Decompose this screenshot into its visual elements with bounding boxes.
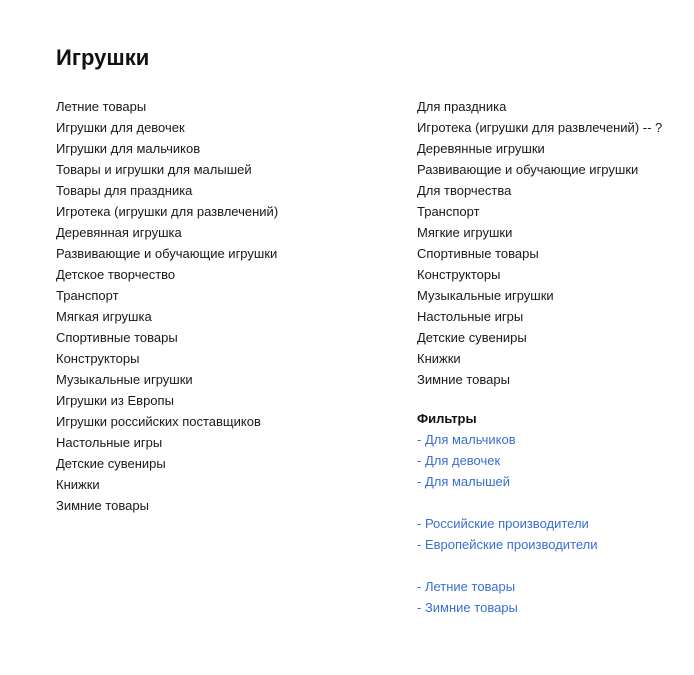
- filter-group-season: [417, 576, 598, 618]
- filter-link-european[interactable]: - Европейские производители: [417, 537, 598, 552]
- left-category-item[interactable]: Спортивные товары: [56, 330, 178, 345]
- left-category-item[interactable]: Детские сувениры: [56, 456, 166, 471]
- filter-link-summer[interactable]: - Летние товары: [417, 579, 516, 594]
- left-category-item[interactable]: Книжки: [56, 477, 100, 492]
- filter-group-manufacturer: [417, 513, 598, 555]
- filter-link-russian[interactable]: - Российские производители: [417, 516, 589, 531]
- left-category-item[interactable]: Игрушки из Европы: [56, 393, 174, 408]
- right-category-item[interactable]: Конструкторы: [417, 267, 501, 282]
- right-category-item[interactable]: Музыкальные игрушки: [417, 288, 554, 303]
- right-category-item[interactable]: Для творчества: [417, 183, 512, 198]
- filter-link-boys[interactable]: - Для мальчиков: [417, 432, 516, 447]
- left-category-item[interactable]: Товары для праздника: [56, 183, 193, 198]
- filters-title: Фильтры: [417, 411, 477, 426]
- left-category-item[interactable]: Транспорт: [56, 288, 119, 303]
- left-category-item[interactable]: Развивающие и обучающие игрушки: [56, 246, 278, 261]
- filter-item: [417, 576, 598, 597]
- filter-item: [417, 450, 598, 471]
- right-category-item[interactable]: Игротека (игрушки для развлечений) -- ?: [417, 120, 663, 135]
- right-category-item[interactable]: Зимние товары: [417, 372, 510, 387]
- left-category-item[interactable]: Игрушки российских поставщиков: [56, 414, 261, 429]
- right-category-item[interactable]: Спортивные товары: [417, 246, 539, 261]
- filter-item: [417, 471, 598, 492]
- filter-item: [417, 513, 598, 534]
- filter-item: [417, 597, 598, 618]
- left-category-item[interactable]: Конструкторы: [56, 351, 140, 366]
- left-category-item[interactable]: Игрушки для мальчиков: [56, 141, 201, 156]
- left-category-list: [56, 96, 278, 516]
- left-category-item[interactable]: Летние товары: [56, 99, 147, 114]
- left-category-item[interactable]: Зимние товары: [56, 498, 149, 513]
- filter-item: [417, 429, 598, 450]
- right-category-item[interactable]: Настольные игры: [417, 309, 524, 324]
- left-category-item[interactable]: Мягкая игрушка: [56, 309, 152, 324]
- filters-section: [417, 408, 598, 618]
- right-category-item[interactable]: Для праздника: [417, 99, 507, 114]
- left-category-item[interactable]: Деревянная игрушка: [56, 225, 182, 240]
- left-category-item[interactable]: Музыкальные игрушки: [56, 372, 193, 387]
- right-category-item[interactable]: Книжки: [417, 351, 461, 366]
- page-title: Игрушки: [56, 45, 150, 70]
- right-category-item[interactable]: Деревянные игрушки: [417, 141, 545, 156]
- left-category-item[interactable]: Детское творчество: [56, 267, 176, 282]
- right-category-item[interactable]: Детские сувениры: [417, 330, 527, 345]
- right-category-item[interactable]: Развивающие и обучающие игрушки: [417, 162, 639, 177]
- left-category-item[interactable]: Игрушки для девочек: [56, 120, 185, 135]
- filter-link-babies[interactable]: - Для малышей: [417, 474, 510, 489]
- right-category-item[interactable]: Мягкие игрушки: [417, 225, 513, 240]
- left-category-item[interactable]: Товары и игрушки для малышей: [56, 162, 252, 177]
- filter-link-girls[interactable]: - Для девочек: [417, 453, 501, 468]
- right-category-item[interactable]: Транспорт: [417, 204, 480, 219]
- filter-item: [417, 534, 598, 555]
- left-category-item[interactable]: Настольные игры: [56, 435, 163, 450]
- filter-link-winter[interactable]: - Зимние товары: [417, 600, 518, 615]
- filter-group-audience: [417, 429, 598, 492]
- right-category-list: [417, 96, 662, 390]
- left-category-item[interactable]: Игротека (игрушки для развлечений): [56, 204, 279, 219]
